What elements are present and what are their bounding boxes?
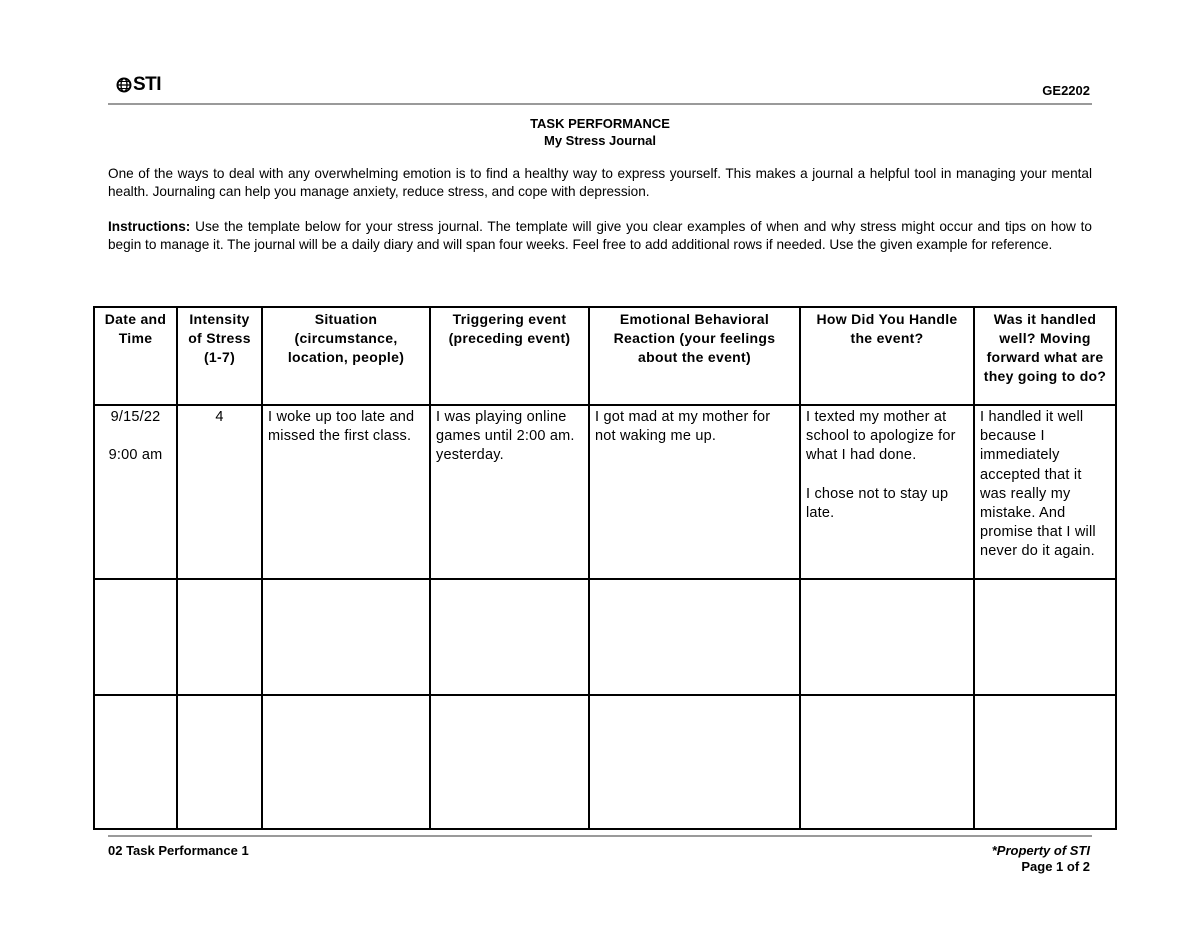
header-handled: How Did You Handle the event? [800, 307, 974, 405]
handled-text-1: I texted my mother at school to apologize for what I had done. [806, 409, 956, 464]
footer-right [992, 843, 1090, 875]
table-row [94, 405, 1116, 579]
instructions-text: Use the template below for your stress journal. The template will give you clear examples of when and why stress might occur and tips on how to begin to manage it. The journal will be a daily diary and will span four weeks. Feel free to add additional rows if needed. Use the given example for reference. [108, 219, 1092, 252]
table-row [94, 579, 1116, 695]
empty-cell[interactable] [589, 695, 800, 829]
empty-cell[interactable] [800, 695, 974, 829]
intro-paragraph: One of the ways to deal with any overwhelming emotion is to find a healthy way to express yourself. This makes a journal a helpful tool in managing your mental health. Journaling can help you manage anxiety, reduce stress, and cope with depression. [108, 166, 1092, 199]
table-row [94, 695, 1116, 829]
empty-cell[interactable] [800, 579, 974, 695]
stress-journal-table [93, 306, 1117, 830]
entry-date: 9/15/22 [110, 409, 161, 425]
header-date-time: Date and Time [94, 307, 177, 405]
empty-cell[interactable] [94, 695, 177, 829]
empty-cell[interactable] [974, 579, 1116, 695]
header-intensity: Intensity of Stress (1-7) [177, 307, 262, 405]
empty-cell[interactable] [94, 579, 177, 695]
page-number: Page 1 of 2 [1021, 859, 1090, 874]
cell-evaluation: I handled it well because I immediately accepted that it was really my mistake. And promise that I will never do it again. [974, 405, 1116, 579]
table-header-row [94, 307, 1116, 405]
empty-cell[interactable] [589, 579, 800, 695]
empty-cell[interactable] [974, 695, 1116, 829]
footer-divider [108, 835, 1092, 837]
header-divider [108, 103, 1092, 105]
empty-cell[interactable] [177, 579, 262, 695]
globe-icon [116, 77, 132, 93]
empty-cell[interactable] [430, 695, 589, 829]
header-situation: Situation (circumstance, location, people) [262, 307, 430, 405]
cell-intensity: 4 [177, 405, 262, 579]
instructions-label: Instructions: [108, 219, 191, 234]
property-notice: *Property of STI [991, 843, 1090, 858]
title-line-2: My Stress Journal [544, 133, 656, 148]
header-trigger: Triggering event (preceding event) [430, 307, 589, 405]
empty-cell[interactable] [262, 695, 430, 829]
header-reaction: Emotional Behavioral Reaction (your feelings about the event) [589, 307, 800, 405]
handled-text-2: I chose not to stay up late. [806, 485, 949, 521]
course-code: GE2202 [1042, 83, 1090, 98]
cell-situation: I woke up too late and missed the first class. [262, 405, 430, 579]
instructions-paragraph [108, 218, 1092, 253]
sti-logo [116, 74, 161, 96]
cell-handled [800, 405, 974, 579]
cell-date-time [94, 405, 177, 579]
logo-text: STI [133, 74, 162, 95]
title-line-1: TASK PERFORMANCE [530, 116, 670, 131]
cell-reaction: I got mad at my mother for not waking me up. [589, 405, 800, 579]
footer-doc-label: 02 Task Performance 1 [108, 843, 249, 858]
empty-cell[interactable] [430, 579, 589, 695]
header-evaluation: Was it handled well? Moving forward what are they going to do? [974, 307, 1116, 405]
entry-time: 9:00 am [108, 447, 163, 464]
document-title [108, 115, 1092, 149]
cell-trigger: I was playing online games until 2:00 am. yesterday. [430, 405, 589, 579]
empty-cell[interactable] [177, 695, 262, 829]
empty-cell[interactable] [262, 579, 430, 695]
